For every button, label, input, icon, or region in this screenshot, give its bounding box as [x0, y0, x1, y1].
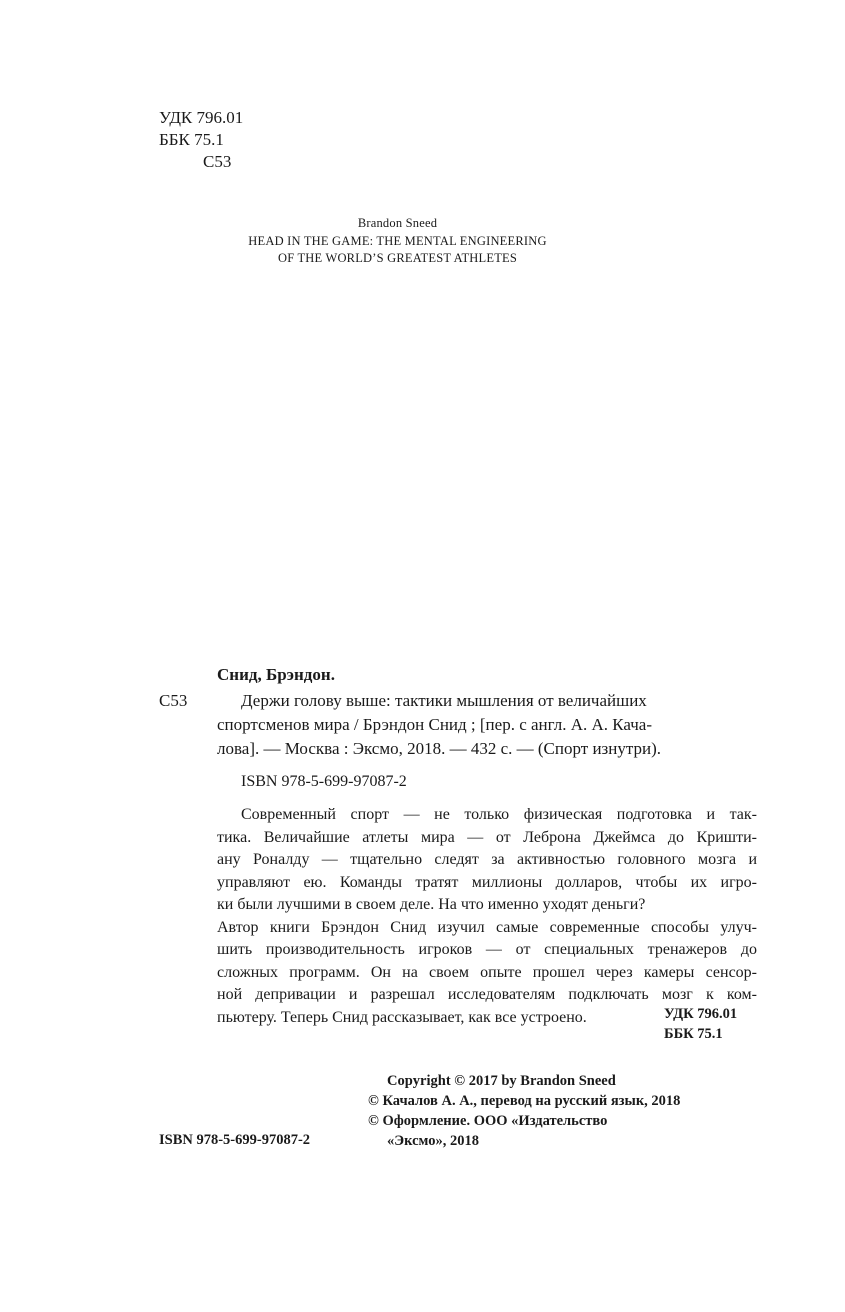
classification-top	[159, 107, 243, 173]
record-isbn: ISBN 978-5-699-97087-2	[241, 773, 407, 790]
original-title-line: HEAD IN THE GAME: THE MENTAL ENGINEERING	[248, 233, 547, 248]
original-author: Brandon Sneed	[357, 216, 438, 230]
bibliographic-record	[217, 689, 757, 761]
original-title-block	[0, 215, 845, 268]
record-author-heading: Снид, Брэндон.	[217, 665, 335, 684]
udk-code: УДК 796.01	[664, 1006, 738, 1022]
annotation-line: управляют ею. Команды тратят миллионы долларов, чтобы их игро-	[217, 873, 757, 891]
annotation-line: ану Роналду — тщательно следят за активностью головного мозга и	[217, 851, 757, 868]
classification-bottom	[664, 1004, 737, 1044]
annotation-line: пьютеру. Теперь Снид рассказывает, как все устроено.	[217, 1008, 587, 1026]
annotation-line: тика. Величайшие атлеты мира — от Леброна Джеймса до Кришти-	[217, 828, 757, 846]
record-line: Держи голову выше: тактики мышления от величайших	[241, 691, 647, 710]
annotation	[217, 804, 757, 1029]
copyright-line: © Качалов А. А., перевод на русский язык, 2018	[368, 1093, 681, 1109]
udk-code: УДК 796.01	[159, 108, 244, 127]
record-line: лова]. — Москва : Эксмо, 2018. — 432 с. — (Спорт изнутри).	[217, 739, 662, 758]
record-author-mark: С53	[159, 691, 188, 710]
copyright-block	[368, 1071, 680, 1151]
bbk-code: ББК 75.1	[159, 130, 224, 149]
annotation-line: ки были лучшими в своем деле. На что именно уходят деньги?	[217, 896, 646, 913]
annotation-line: Автор книги Брэндон Снид изучил самые современные способы улуч-	[217, 918, 757, 936]
original-title-line: OF THE WORLD’S GREATEST ATHLETES	[277, 251, 518, 265]
copyright-line: Copyright © 2017 by Brandon Sneed	[387, 1073, 616, 1089]
record-line: спортсменов мира / Брэндон Снид ; [пер. с англ. А. А. Кача-	[217, 715, 653, 734]
annotation-line: Современный спорт — не только физическая подготовка и так-	[241, 806, 757, 823]
copyright-line: © Оформление. ООО «Издательство	[368, 1113, 608, 1129]
annotation-line: сложных программ. Он на своем опыте прошел через камеры сенсор-	[217, 963, 757, 981]
annotation-line: ной депривации и разрешал исследователям подключать мозг к ком-	[217, 986, 757, 1003]
annotation-line: шить производительность игроков — от специальных тренажеров до	[217, 941, 757, 958]
isbn-bottom: ISBN 978-5-699-97087-2	[159, 1132, 311, 1148]
bbk-code: ББК 75.1	[664, 1026, 723, 1042]
author-mark: С53	[203, 152, 232, 171]
copyright-line: «Эксмо», 2018	[387, 1133, 479, 1149]
